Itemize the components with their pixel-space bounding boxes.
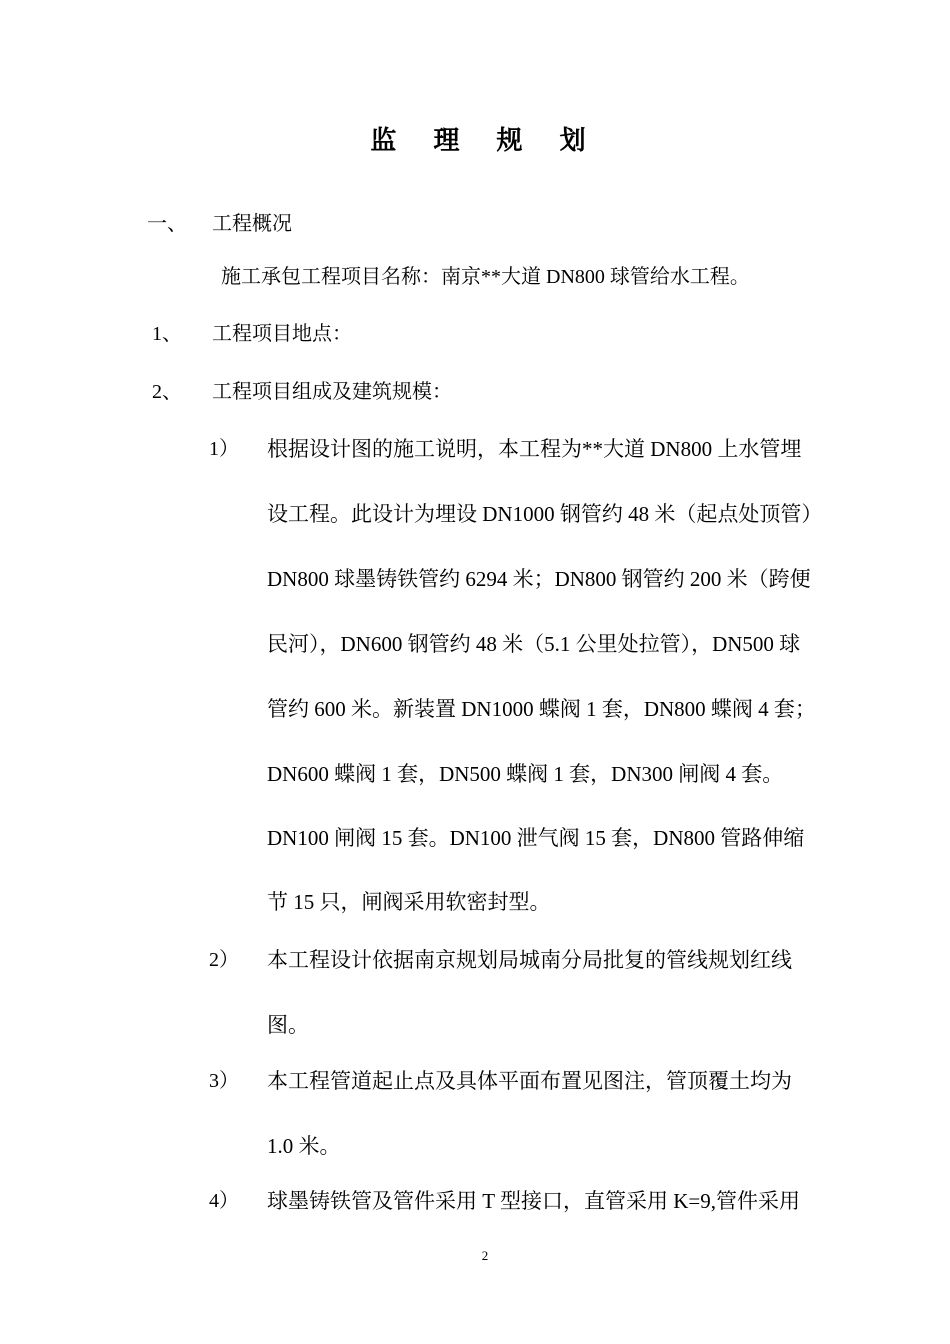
- paragraph-line: 本工程管道起止点及具体平面布置见图注，管顶覆土均为: [267, 1069, 792, 1093]
- paragraph-line: DN800 球墨铸铁管约 6294 米；DN800 钢管约 200 米（跨便: [267, 567, 811, 591]
- paragraph-line: 图。: [267, 1013, 309, 1037]
- section-number: 一、: [147, 213, 187, 235]
- section-number: 1、: [152, 323, 182, 345]
- page-number: 2: [481, 1248, 489, 1263]
- paragraph-line: DN100 闸阀 15 套。DN100 泄气阀 15 套，DN800 管路伸缩: [267, 826, 805, 850]
- paragraph-line: 民河），DN600 钢管约 48 米（5.1 公里处拉管），DN500 球: [267, 632, 801, 656]
- paragraph-line: 1.0 米。: [267, 1134, 341, 1158]
- list-item-number: 1）: [209, 438, 239, 460]
- list-item-number: 4）: [209, 1190, 239, 1212]
- paragraph-line: 管约 600 米。新装置 DN1000 蝶阀 1 套，DN800 蝶阀 4 套；: [267, 697, 816, 721]
- page-title: 监 理 规 划: [370, 126, 600, 156]
- list-item-number: 3）: [209, 1070, 239, 1092]
- paragraph-line: 根据设计图的施工说明，本工程为**大道 DN800 上水管埋: [267, 437, 802, 461]
- section-heading: 工程项目地点：: [212, 323, 352, 345]
- paragraph-line: 本工程设计依据南京规划局城南分局批复的管线规划红线: [267, 948, 792, 972]
- section-heading: 工程概况: [212, 213, 292, 235]
- paragraph-line: DN600 蝶阀 1 套，DN500 蝶阀 1 套，DN300 闸阀 4 套。: [267, 762, 784, 786]
- list-item-number: 2）: [209, 949, 239, 971]
- section-number: 2、: [152, 381, 182, 403]
- project-name-line: 施工承包工程项目名称：南京**大道 DN800 球管给水工程。: [221, 266, 750, 288]
- paragraph-line: 球墨铸铁管及管件采用 T 型接口，直管采用 K=9,管件采用: [267, 1189, 800, 1213]
- paragraph-line: 节 15 只，闸阀采用软密封型。: [267, 890, 551, 914]
- paragraph-line: 设工程。此设计为埋设 DN1000 钢管约 48 米（起点处顶管）: [267, 502, 823, 526]
- section-heading: 工程项目组成及建筑规模：: [212, 381, 452, 403]
